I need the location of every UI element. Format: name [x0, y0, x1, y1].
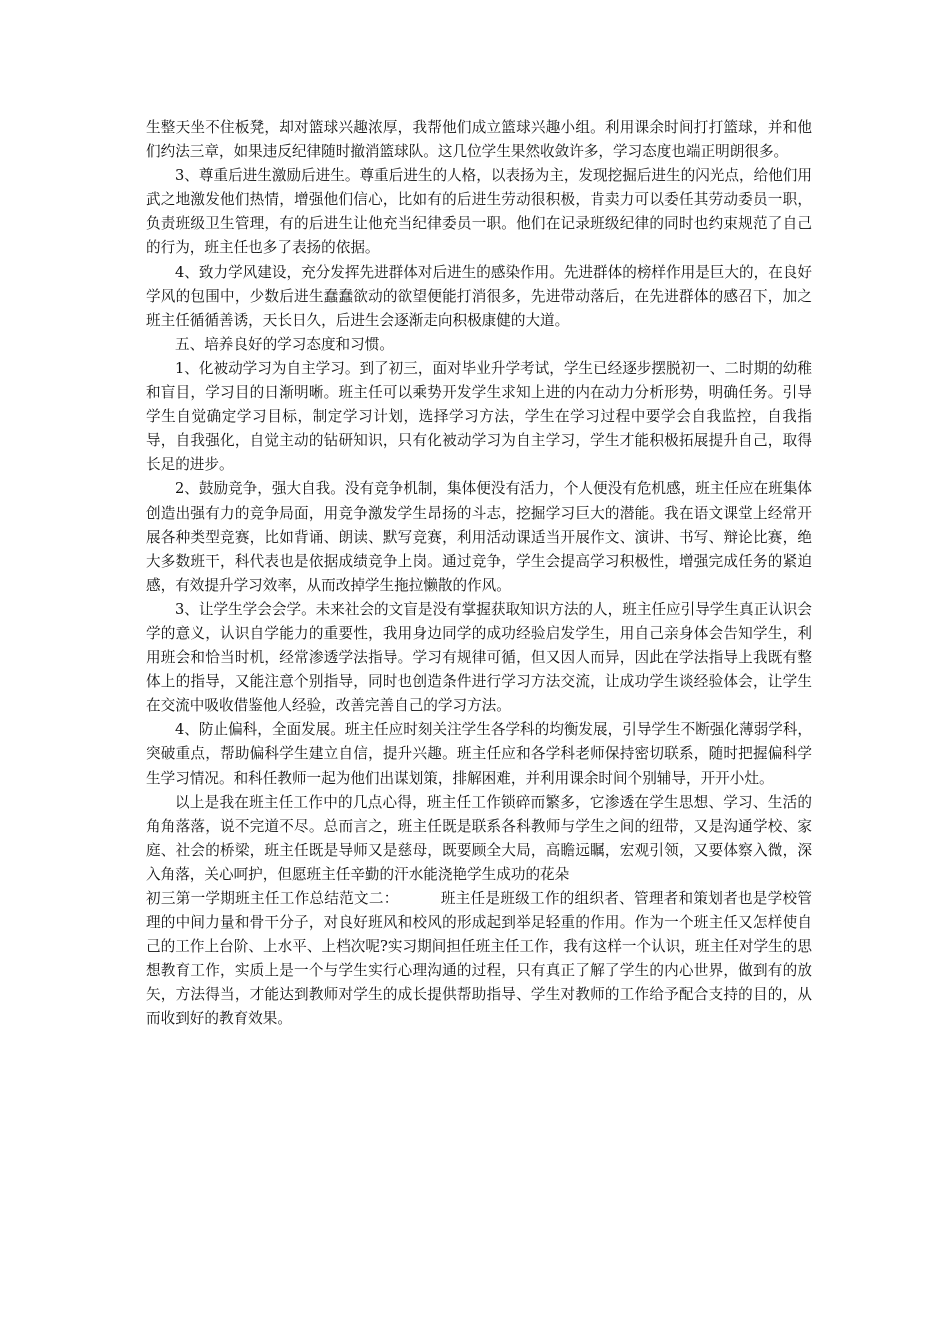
paragraph-learn-how-to-learn: 3、让学生学会会学。未来社会的文盲是没有掌握获取知识方法的人，班主任应引导学生真正认识会学的意义，认识自学能力的重要性，我用身边同学的成功经验启发学生，用自己亲身体会告知学生，利用班会和恰当时机，经常渗透学法指导。学习有规律可循，但又因人而异，因此在学法指导上我既有整体上的指导，又能注意个别指导，同时也创造条件进行学习方法交流，让成功学生谈经验体会，让学生在交流中吸收借鉴他人经验，改善完善自己的学习方法。 [146, 600, 812, 715]
document-page [146, 116, 812, 1032]
sample-two-body: 班主任是班级工作的组织者、管理者和策划者也是学校管理的中间力量和骨干分子，对良好班风和校风的形成起到举足轻重的作用。作为一个班主任又怎样使自己的工作上台阶、上水平、上档次呢?实习期间担任班主任工作，我有这样一个认识，班主任对学生的思想教育工作，实质上是一个与学生实行心理沟通的过程，只有真正了解了学生的内心世界，做到有的放矢，方法得当，才能达到教师对学生的成长提供帮助指导、学生对教师的工作给予配合支持的目的，从而收到好的教育效果。 [146, 890, 812, 1028]
paragraph-prevent-subject-bias: 4、防止偏科，全面发展。班主任应时刻关注学生各学科的均衡发展，引导学生不断强化薄弱学科，突破重点，帮助偏科学生建立自信，提升兴趣。班主任应和各学科老师保持密切联系，随时把握偏科学生学习情况。和科任教师一起为他们出谋划策，排解困难，并利用课余时间个别辅导，开开小灶。 [146, 721, 812, 787]
paragraph-encourage-competition: 2、鼓励竞争，强大自我。没有竞争机制，集体便没有活力，个人便没有危机感，班主任应在班集体创造出强有力的竞争局面，用竞争激发学生昂扬的斗志，挖掘学习巨大的潜能。我在语文课堂上经常开展各种类型竞赛，比如背诵、朗读、默写竞赛，利用活动课适当开展作文、演讲、书写、辩论比赛，绝大多数班干，科代表也是依据成绩竞争上岗。通过竞争，学生会提高学习积极性，增强完成任务的紧迫感，有效提升学习效率，从而改掉学生拖拉懒散的作风。 [146, 480, 812, 594]
section-heading-study-habits: 五、培养良好的学习态度和习惯。 [175, 335, 394, 353]
paragraph-respect-underachievers: 3、尊重后进生激励后进生。尊重后进生的人格，以表扬为主，发现挖掘后进生的闪光点，给他们用武之地激发他们热情，增强他们信心，比如有的后进生劳动很积极，肯卖力可以委任其劳动委员一职，负责班级卫生管理，有的后进生让他充当纪律委员一职。他们在记录班级纪律的同时也约束规范了自己的行为，班主任也多了表扬的依据。 [146, 167, 812, 257]
paragraph-study-atmosphere: 4、致力学风建设，充分发挥先进群体对后进生的感染作用。先进群体的榜样作用是巨大的，在良好学风的包围中，少数后进生蠢蠢欲动的欲望便能打消很多，先进带动落后，在先进群体的感召下，加之班主任循循善诱，天长日久，后进生会逐渐走向积极康健的大道。 [146, 263, 812, 329]
sample-two-title: 初三第一学期班主任工作总结范文二： [146, 890, 399, 907]
paragraph-sample-two [146, 887, 812, 1032]
paragraph-self-directed-learning: 1、化被动学习为自主学习。到了初三，面对毕业升学考试，学生已经逐步摆脱初一、二时期的幼稚和盲目，学习目的日渐明晰。班主任可以乘势开发学生求知上进的内在动力分析形势，明确任务。引导学生自觉确定学习目标，制定学习计划，选择学习方法，学生在学习过程中要学会自我监控，自我指导，自我强化，自觉主动的钻研知识，只有化被动学习为自主学习，学生才能积极拓展提升自己，取得长足的进步。 [146, 359, 812, 474]
paragraph-continued: 生整天坐不住板凳，却对篮球兴趣浓厚，我帮他们成立篮球兴趣小组。利用课余时间打打篮球，并和他们约法三章，如果违反纪律随时撤消篮球队。这几位学生果然收敛许多，学习态度也端正明朗很多。 [146, 119, 812, 161]
paragraph-conclusion: 以上是我在班主任工作中的几点心得，班主任工作锁碎而繁多，它渗透在学生思想、学习、生活的角角落落，说不完道不尽。总而言之，班主任既是联系各科教师与学生之间的纽带，又是沟通学校、家庭、社会的桥梁，班主任既是导师又是慈母，既要顾全大局，高瞻远瞩，宏观引领，又要体察入微，深入角落，关心呵护，但愿班主任辛勤的汗水能浇艳学生成功的花朵 [146, 793, 812, 883]
